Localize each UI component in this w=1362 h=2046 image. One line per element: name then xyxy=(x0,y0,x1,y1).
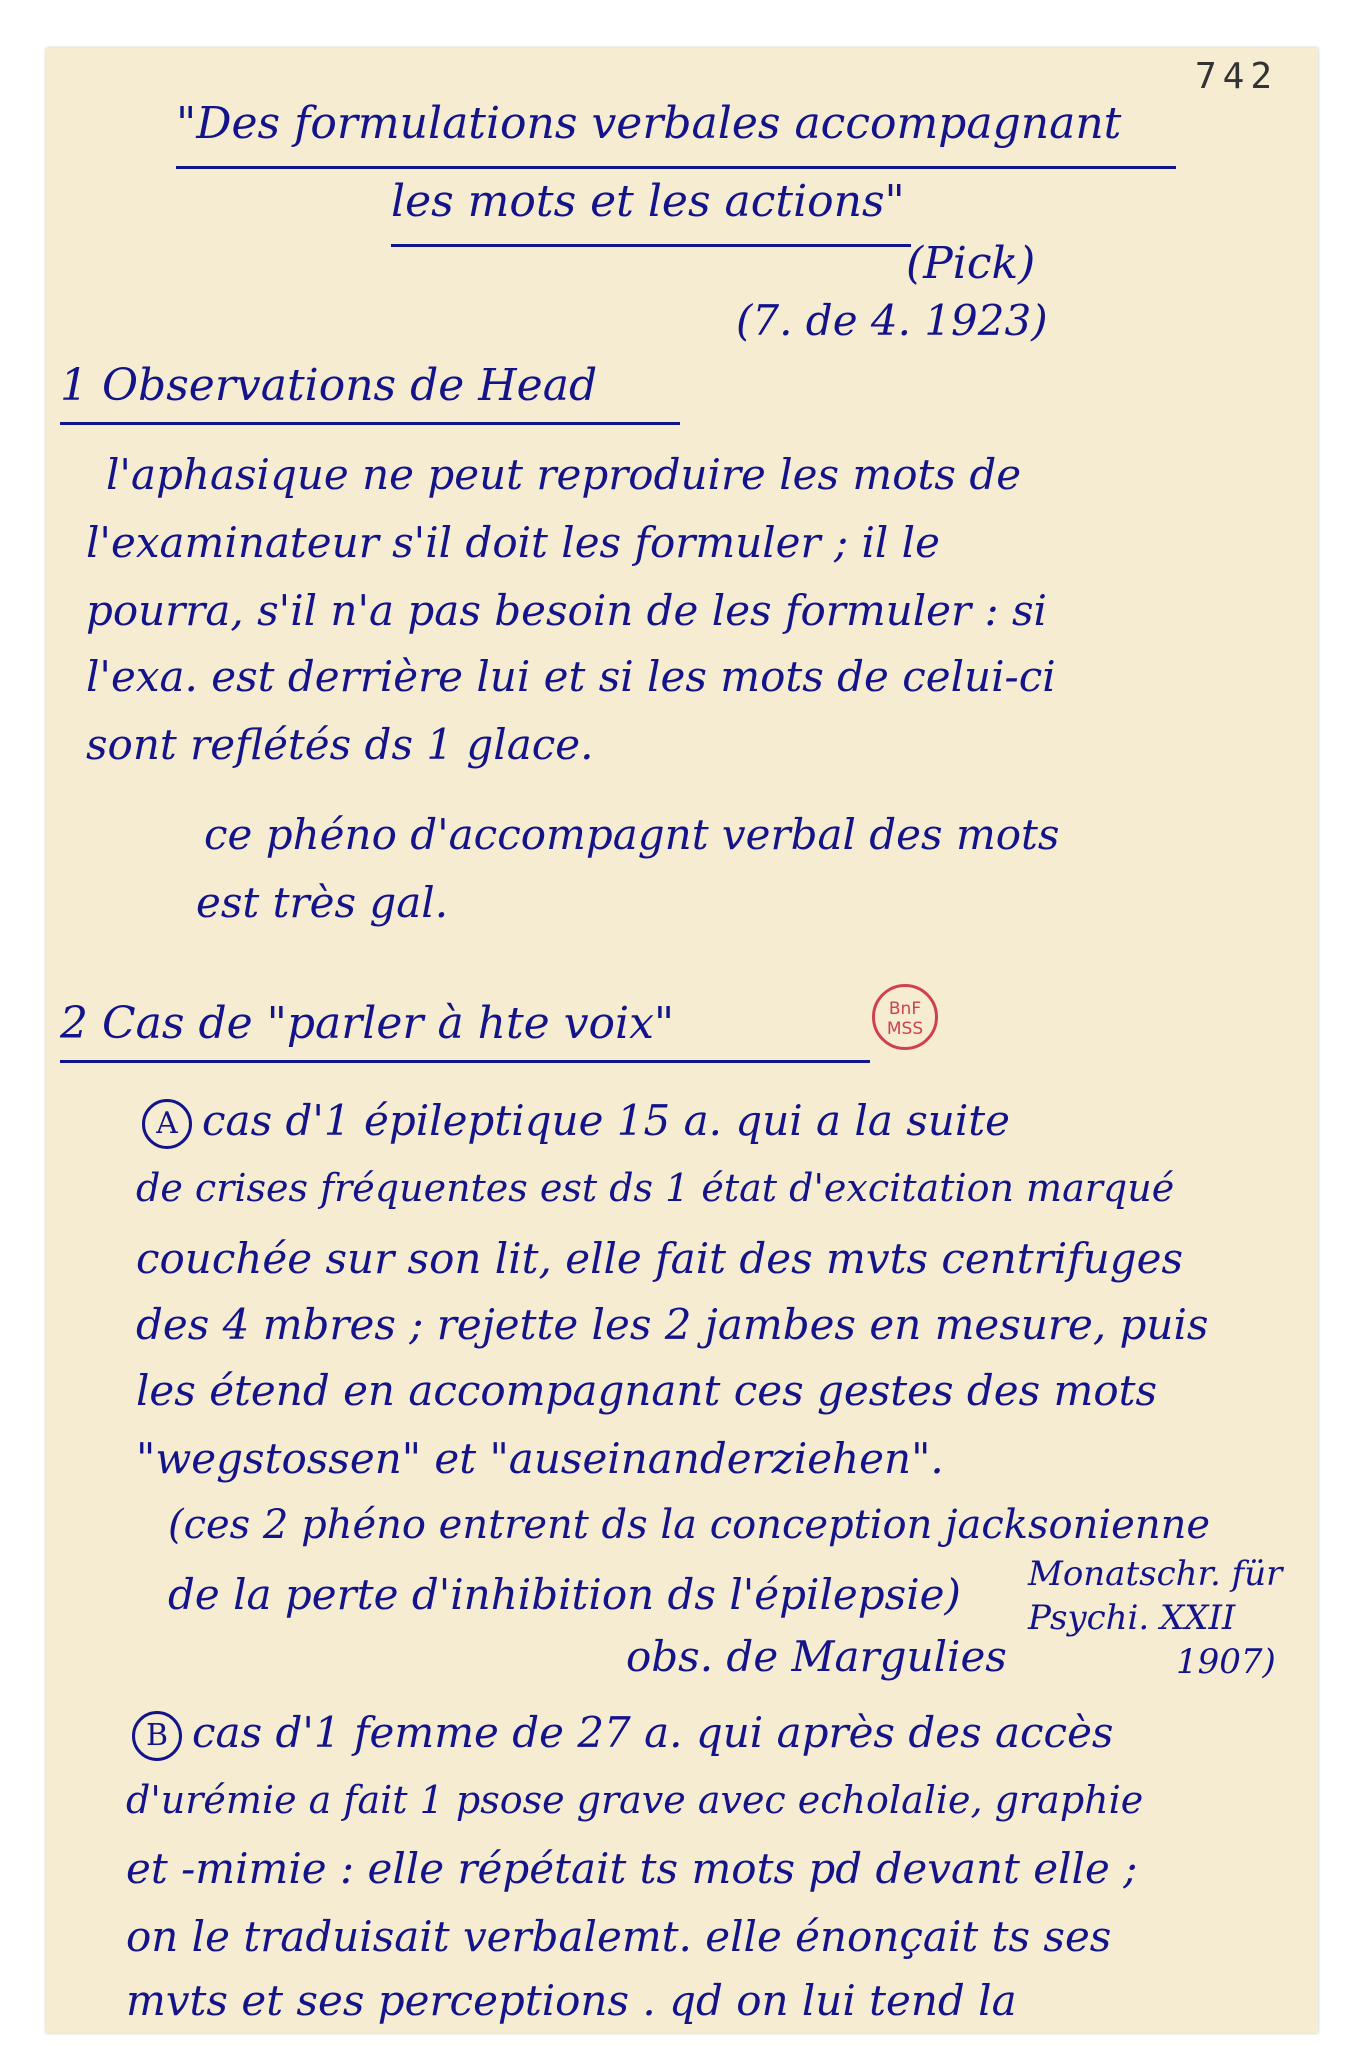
case-b-line-4: on le traduisait verbalemt. elle énonçait ts ses xyxy=(126,1912,1112,1961)
section-1-underline xyxy=(60,422,680,425)
case-a-line-3: couchée sur son lit, elle fait des mvts centrifuges xyxy=(136,1234,1184,1283)
title-line-1: "Des formulations verbales accompagnant xyxy=(176,98,1122,149)
case-a-line-4: des 4 mbres ; rejette les 2 jambes en mesure, puis xyxy=(136,1300,1209,1349)
reference-observer: obs. de Margulies xyxy=(626,1632,1007,1681)
section-1-line-3: pourra, s'il n'a pas besoin de les formuler : si xyxy=(86,586,1047,635)
reference-journal-line-2: Psychi. XXII xyxy=(1028,1598,1236,1638)
case-b-line-1 xyxy=(132,1708,1113,1761)
reference-journal-line-1: Monatschr. für xyxy=(1028,1554,1283,1594)
section-1-line-4: l'exa. est derrière lui et si les mots de celui-ci xyxy=(86,652,1056,701)
section-1-line-2: l'examinateur s'il doit les formuler ; il le xyxy=(86,518,940,567)
case-a-line-1-text: cas d'1 épileptique 15 a. qui a la suite xyxy=(202,1096,1011,1145)
case-b-line-2: d'urémie a fait 1 psose grave avec echolalie, graphie xyxy=(126,1778,1144,1822)
section-1-line-5: sont reflétés ds 1 glace. xyxy=(86,720,594,769)
title-underline-1 xyxy=(176,166,1176,169)
stamp-line-1: BnF xyxy=(888,999,922,1019)
case-a-line-1 xyxy=(142,1096,1010,1149)
bnf-mss-stamp xyxy=(872,984,938,1050)
case-b-line-5: mvts et ses perceptions . qd on lui tend la xyxy=(126,1976,1017,2025)
case-b-line-3: et -mimie : elle répétait ts mots pd devant elle ; xyxy=(126,1844,1138,1893)
section-1-line-1: l'aphasique ne peut reproduire les mots de xyxy=(106,450,1022,499)
case-a-line-6: "wegstossen" et "auseinanderziehen". xyxy=(136,1434,944,1483)
manuscript-page xyxy=(46,48,1318,2033)
section-1-note-line-1: ce phéno d'accompagnt verbal des mots xyxy=(204,810,1060,859)
case-b-line-1-text: cas d'1 femme de 27 a. qui après des accès xyxy=(192,1708,1114,1757)
case-a-line-5: les étend en accompagnant ces gestes des mots xyxy=(136,1366,1158,1415)
section-1-heading: 1 Observations de Head xyxy=(60,360,598,411)
section-1-note-line-2: est très gal. xyxy=(196,878,449,927)
title-date: (7. de 4. 1923) xyxy=(736,296,1048,345)
reference-journal-line-3: 1907) xyxy=(1176,1642,1276,1682)
case-a-line-8: de la perte d'inhibition ds l'épilepsie) xyxy=(168,1570,961,1619)
title-line-2: les mots et les actions" xyxy=(391,176,905,227)
case-a-line-2: de crises fréquentes est ds 1 état d'excitation marqué xyxy=(136,1166,1175,1210)
title-underline-2 xyxy=(391,244,911,247)
case-b-marker: B xyxy=(132,1711,182,1761)
stamp-line-2: MSS xyxy=(886,1019,924,1039)
title-author: (Pick) xyxy=(906,238,1036,289)
case-a-line-7: (ces 2 phéno entrent ds la conception jacksonienne xyxy=(168,1502,1211,1548)
section-2-underline xyxy=(60,1060,870,1063)
case-a-marker: A xyxy=(142,1099,192,1149)
section-2-heading: 2 Cas de "parler à hte voix" xyxy=(60,998,675,1049)
folio-number: 742 xyxy=(1194,56,1278,97)
